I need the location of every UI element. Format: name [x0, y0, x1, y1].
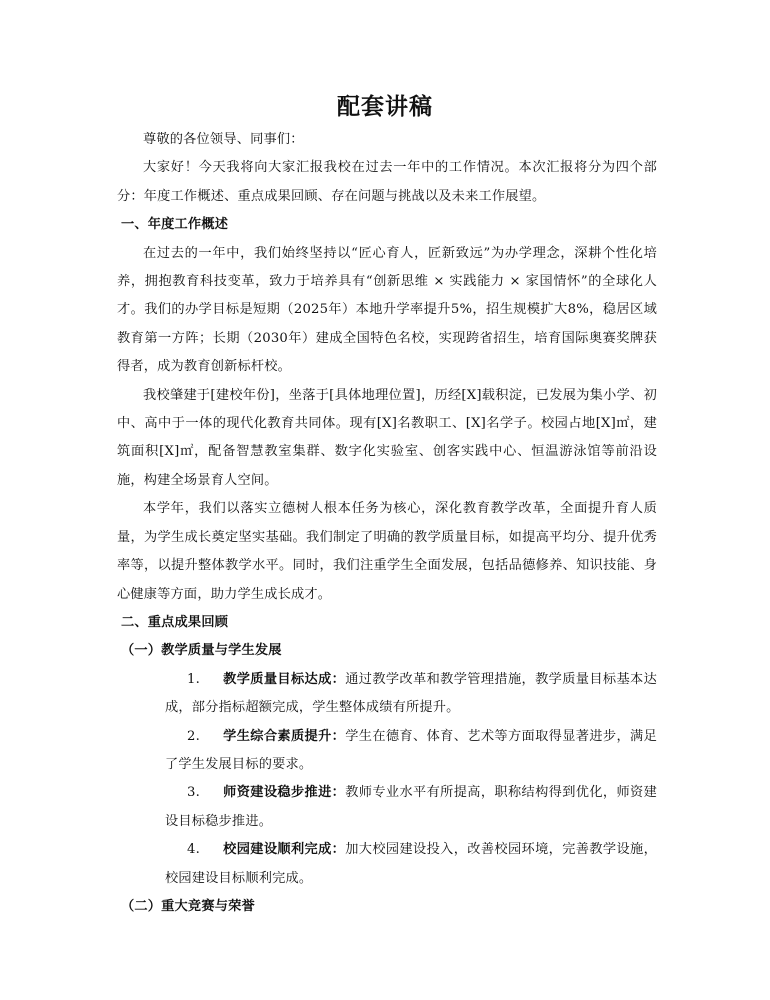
- list-item-body: 加大校园建设投入，改善校园环境，完善教学设施，校园建设目标顺利完成。: [165, 842, 657, 886]
- list-item: [117, 666, 657, 723]
- list-item-text: [165, 836, 657, 893]
- list-item: [117, 723, 657, 780]
- section2-heading: 二、重点成果回顾: [121, 614, 229, 630]
- salutation: 尊敬的各位领导、同事们：: [143, 132, 304, 147]
- list-item-label: 学生综合素质提升：: [223, 728, 346, 744]
- document-body: [117, 126, 657, 921]
- list-item-body: 学生在德育、体育、艺术等方面取得显著进步，满足了学生发展目标的要求。: [165, 728, 657, 772]
- list-item: [117, 779, 657, 836]
- section2-sub1-heading: （一）教学质量与学生发展: [121, 643, 282, 659]
- list-item-text: [165, 723, 657, 780]
- list-item-label: 校园建设顺利完成：: [223, 842, 346, 858]
- list-item-body: 通过教学改革和教学管理措施，教学质量目标基本达成，部分指标超额完成，学生整体成绩有所提升。: [165, 671, 657, 716]
- list-item-label: 师资建设稳步推进：: [223, 785, 346, 801]
- list-item-number: 4.: [187, 842, 200, 858]
- list-item-label: 教学质量目标达成：: [223, 671, 346, 687]
- section1-paragraph-1: 在过去的一年中，我们始终坚持以“匠心育人，匠新致远”为办学理念，深耕个性化培养，拥抱教育科技变革，致力于培养具有“创新思维 × 实践能力 × 家国情怀”的全球化人才。我们的办学目标是短期（2025年）本地升学率提升5%，招生规模扩大8%，稳居区域教育第一方阵；长期（2030年）建成全国特色名校，实现跨省招生，培育国际奥赛奖牌获得者，成为教育创新标杆校。: [117, 245, 657, 375]
- section2-sub2-heading: （二）重大竞赛与荣誉: [121, 898, 255, 914]
- list-item: [117, 836, 657, 893]
- list-item-number: 2.: [187, 728, 200, 744]
- intro-paragraph: 大家好！今天我将向大家汇报我校在过去一年中的工作情况。本次汇报将分为四个部分：年度工作概述、重点成果回顾、存在问题与挑战以及未来工作展望。: [117, 160, 657, 204]
- page-title: 配套讲稿: [337, 94, 433, 120]
- list-item-number: 1.: [187, 671, 200, 687]
- list-item-text: [165, 666, 657, 723]
- list-item-body: 教师专业水平有所提高，职称结构得到优化，师资建设目标稳步推进。: [165, 785, 657, 829]
- section1-paragraph-3: 本学年，我们以落实立德树人根本任务为核心，深化教育教学改革，全面提升育人质量，为学生成长奠定坚实基础。我们制定了明确的教学质量目标，如提高平均分、提升优秀率等，以提升整体教学水平。同时，我们注重学生全面发展，包括品德修养、知识技能、身心健康等方面，助力学生成长成才。: [117, 501, 657, 602]
- list-item-text: [165, 779, 657, 836]
- section1-heading: 一、年度工作概述: [121, 217, 229, 233]
- section1-paragraph-2: 我校肇建于[建校年份]，坐落于[具体地理位置]，历经[X]载积淀，已发展为集小学、初中、高中于一体的现代化教育共同体。现有[X]名教职工、[X]名学子。校园占地[X]㎡，建筑面积[X]㎡，配备智慧教室集群、数字化实验室、创客实践中心、恒温游泳馆等前沿设施，构建全场景育人空间。: [117, 387, 657, 488]
- list-item-number: 3.: [187, 785, 200, 801]
